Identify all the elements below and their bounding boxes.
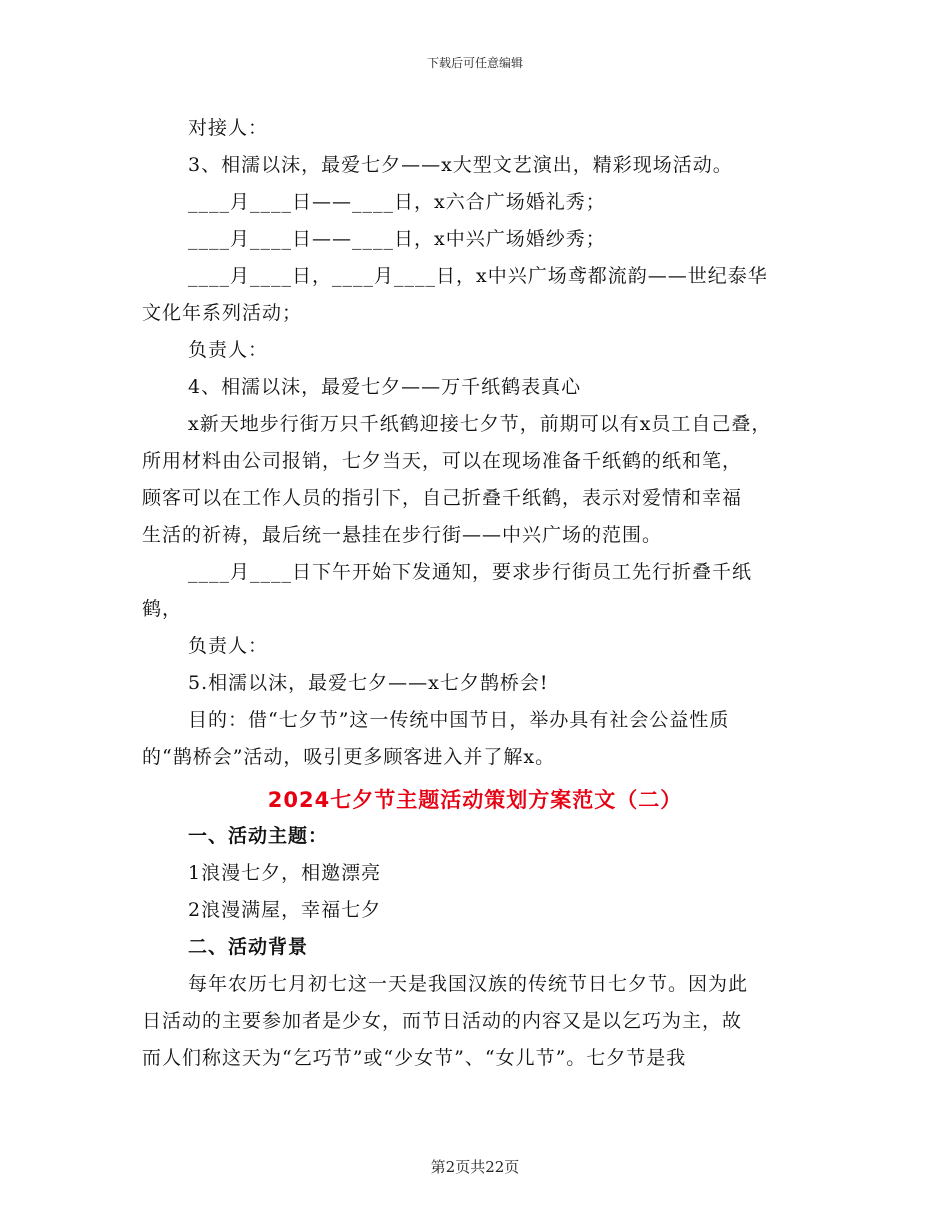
section-title: 2024七夕节主题活动策划方案范文（二） [267, 788, 683, 812]
paragraph-line: 对接人： [188, 117, 269, 139]
section-heading: 一、活动主题： [188, 825, 329, 847]
paragraph-line: 5.相濡以沫，最爱七夕——x七夕鹊桥会! [188, 672, 549, 694]
paragraph-line: 日活动的主要参加者是少女，而节日活动的内容又是以乞巧为主，故 [142, 1010, 743, 1032]
paragraph-line: 目的：借“七夕节”这一传统中国节日，举办具有社会公益性质 [188, 709, 730, 731]
paragraph-line: 文化年系列活动； [142, 302, 303, 324]
paragraph-line: 鹤， [142, 598, 183, 620]
paragraph-line: x新天地步行街万只千纸鹤迎接七夕节，前期可以有x员工自己叠， [188, 413, 772, 435]
page-header: 下载后可任意编辑 [426, 56, 523, 70]
paragraph-line: 2浪漫满屋，幸福七夕 [188, 899, 382, 921]
paragraph-line: 而人们称这天为“乞巧节”或“少女节”、“女儿节”。七夕节是我 [142, 1047, 687, 1069]
paragraph-line: 每年农历七月初七这一天是我国汉族的传统节日七夕节。因为此 [188, 973, 749, 995]
paragraph-line: 的“鹊桥会”活动，吸引更多顾客进入并了解x。 [142, 746, 556, 768]
paragraph-line: 负责人： [188, 635, 269, 657]
paragraph-line: ____月____日，____月____日，x中兴广场鸢都流韵——世纪泰华 [188, 265, 768, 287]
paragraph-line: 1浪漫七夕，相邀漂亮 [188, 862, 382, 884]
paragraph-line: ____月____日——____日，x中兴广场婚纱秀； [188, 228, 606, 250]
paragraph-line: 3、相濡以沫，最爱七夕——x大型文艺演出，精彩现场活动。 [188, 154, 733, 176]
paragraph-line: ____月____日——____日，x六合广场婚礼秀； [188, 191, 606, 213]
paragraph-line: 4、相濡以沫，最爱七夕——万千纸鹤表真心 [188, 376, 582, 398]
section-heading: 二、活动背景 [188, 936, 309, 958]
paragraph-line: 所用材料由公司报销，七夕当天，可以在现场准备千纸鹤的纸和笔， [142, 450, 743, 472]
paragraph-line: 顾客可以在工作人员的指引下，自己折叠千纸鹤，表示对爱情和幸福 [142, 487, 743, 509]
paragraph-line: 生活的祈祷，最后统一悬挂在步行街——中兴广场的范围。 [142, 524, 663, 546]
page-footer: 第2页共22页 [430, 1158, 520, 1176]
paragraph-line: ____月____日下午开始下发通知，要求步行街员工先行折叠千纸 [188, 561, 753, 583]
paragraph-line: 负责人： [188, 339, 269, 361]
